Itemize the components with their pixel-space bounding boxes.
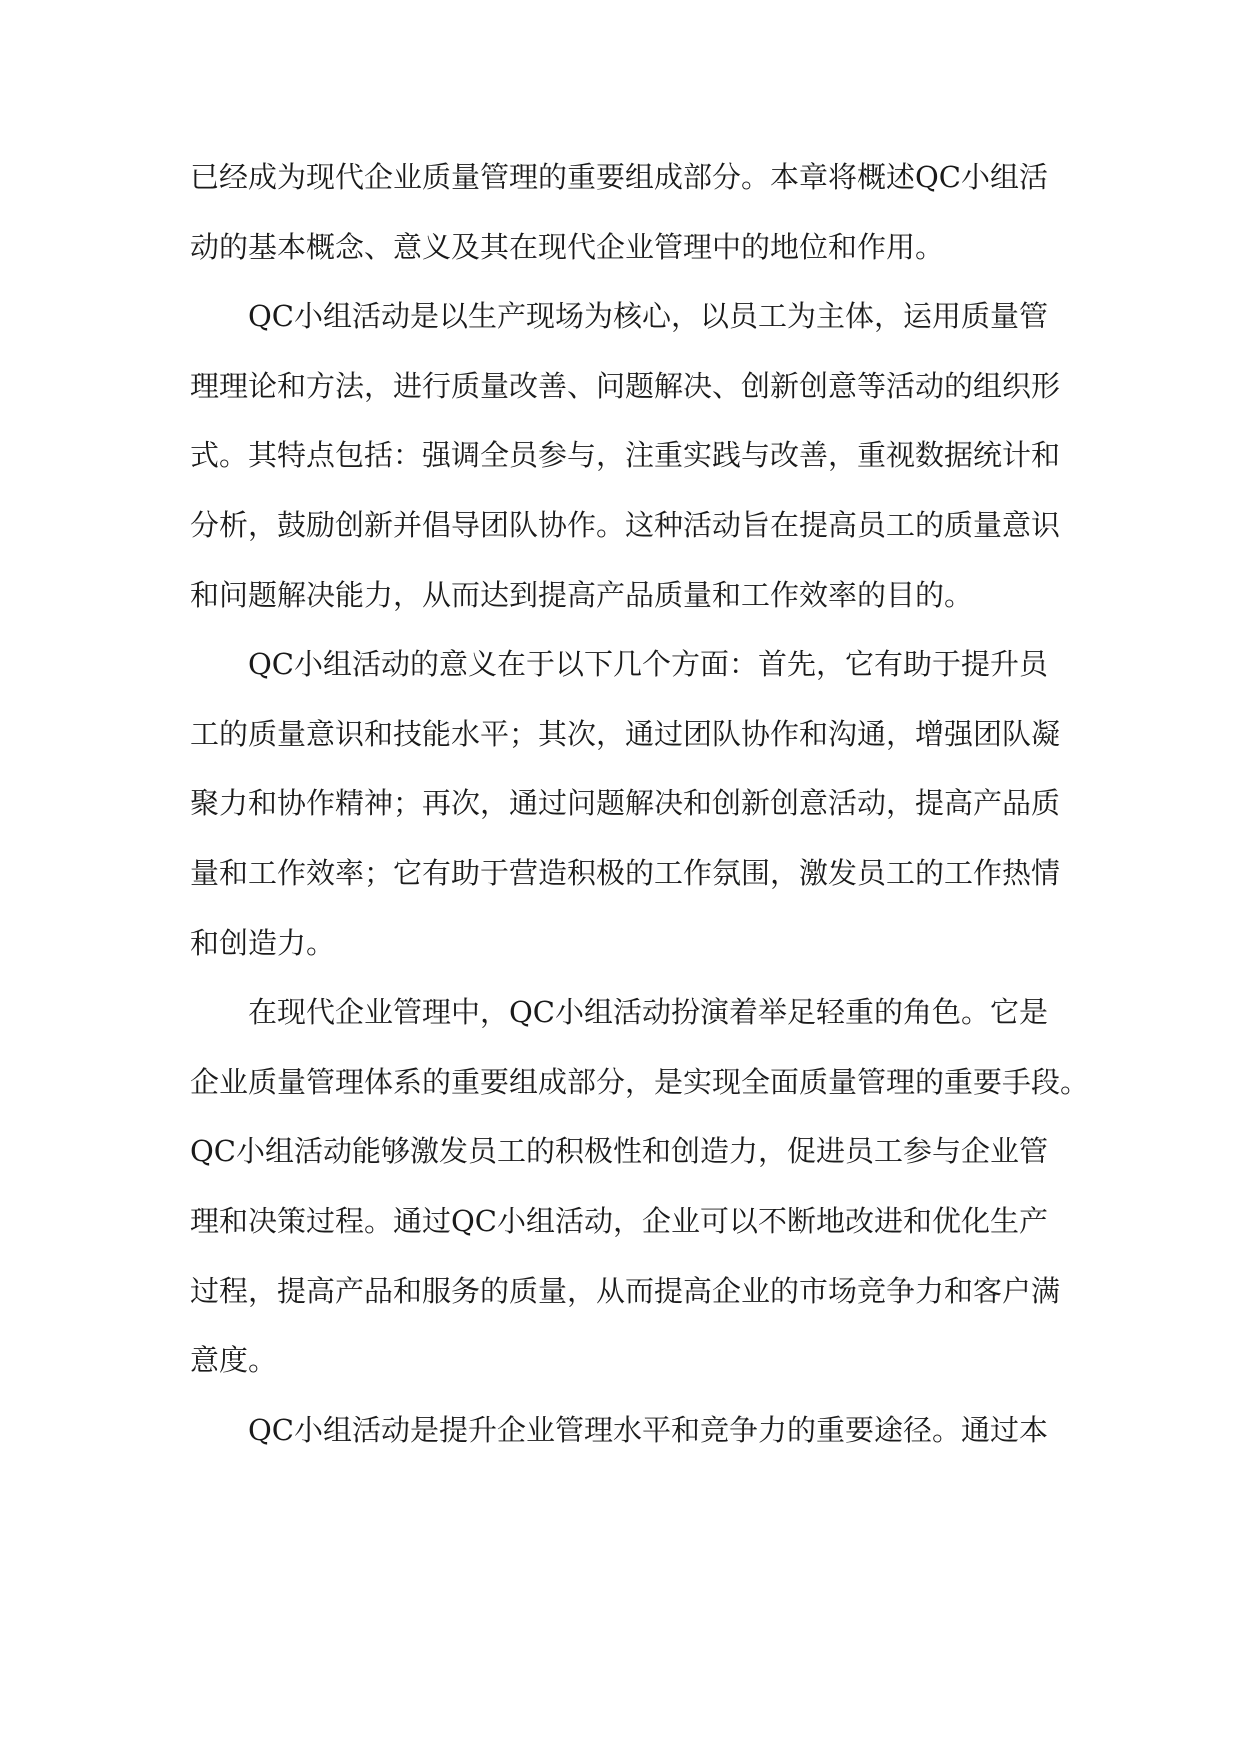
text-line: 理和决策过程。通过QC小组活动，企业可以不断地改进和优化生产 — [190, 1203, 1048, 1238]
text-line: 已经成为现代企业质量管理的重要组成部分。本章将概述QC小组活 — [190, 160, 1048, 194]
text-line: 量和工作效率；它有助于营造积极的工作氛围，激发员工的工作热情 — [190, 855, 1061, 890]
text-line: QC小组活动的意义在于以下几个方面：首先，它有助于提升员 — [248, 647, 1048, 682]
text-line: QC小组活动是提升企业管理水平和竞争力的重要途径。通过本 — [248, 1412, 1048, 1447]
body-text — [190, 143, 1090, 1465]
text-line: 在现代企业管理中，QC小组活动扮演着举足轻重的角色。它是 — [248, 995, 1048, 1030]
text-line: 过程，提高产品和服务的质量，从而提高企业的市场竞争力和客户满 — [190, 1273, 1061, 1308]
text-line: 工的质量意识和技能水平；其次，通过团队协作和沟通，增强团队凝 — [190, 716, 1061, 751]
text-line: 聚力和协作精神；再次，通过问题解决和创新创意活动，提高产品质 — [190, 786, 1061, 821]
text-line: QC小组活动能够激发员工的积极性和创造力，促进员工参与企业管 — [190, 1134, 1048, 1169]
text-line: 企业质量管理体系的重要组成部分，是实现全面质量管理的重要手段。 — [190, 1064, 1090, 1099]
text-line: 分析，鼓励创新并倡导团队协作。这种活动旨在提高员工的质量意识 — [190, 507, 1061, 542]
text-line: 式。其特点包括：强调全员参与，注重实践与改善，重视数据统计和 — [190, 438, 1061, 473]
text-line: 意度。 — [190, 1343, 278, 1378]
text-line: 和问题解决能力，从而达到提高产品质量和工作效率的目的。 — [190, 577, 974, 612]
text-line: 和创造力。 — [190, 925, 336, 960]
text-line: 理理论和方法，进行质量改善、问题解决、创新创意等活动的组织形 — [190, 368, 1061, 403]
text-line: QC小组活动是以生产现场为核心，以员工为主体，运用质量管 — [248, 299, 1048, 334]
text-line: 动的基本概念、意义及其在现代企业管理中的地位和作用。 — [190, 229, 945, 264]
